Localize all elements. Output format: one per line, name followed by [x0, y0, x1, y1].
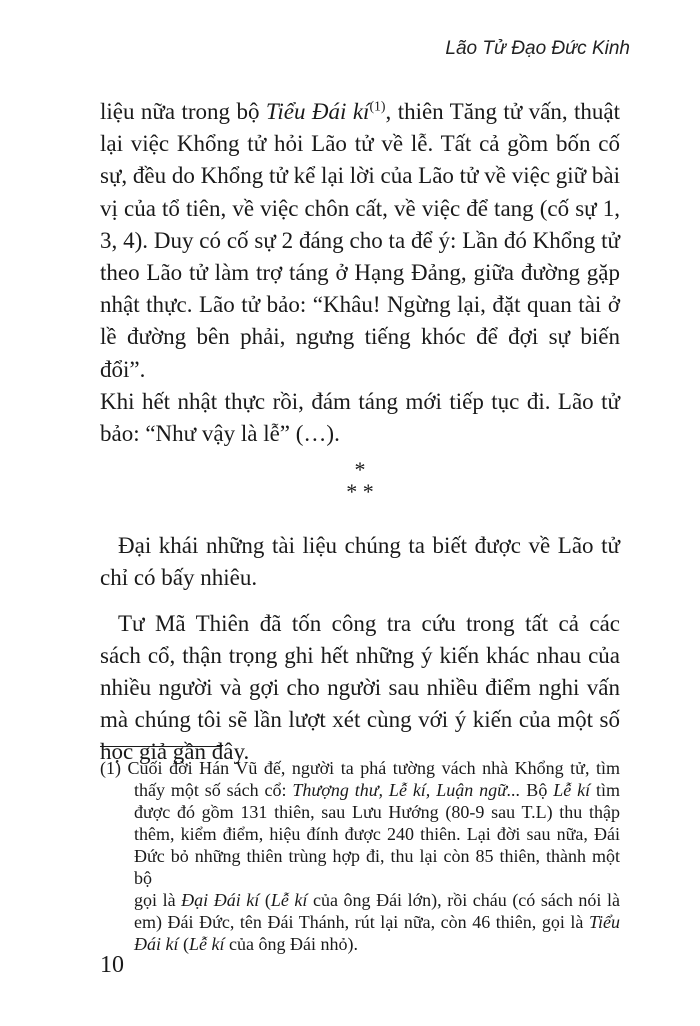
footnote-line [100, 889, 620, 911]
footnote-line [100, 933, 620, 955]
text-line: lề đường bên phải, ngưng tiếng khóc để đợi sự biến đổi”. [100, 324, 620, 382]
text-line: Đại khái những tài liệu chúng ta biết được về Lão tử [118, 533, 620, 559]
text-line: Khi hết nhật thực rồi, đám táng mới tiếp tục đi. Lão tử [100, 388, 620, 414]
footnote-line [100, 911, 620, 933]
book-title: Lễ kí [189, 934, 225, 954]
book-title: Tiểu Đái kí [265, 99, 370, 124]
text-line: sách cổ, thận trọng ghi hết những ý kiến khác nhau của [100, 642, 620, 668]
text-line: lại việc Khổng tử hỏi Lão tử về lễ. Tất cả gồm bốn cố [100, 131, 620, 157]
footnote-ref: (1) [369, 98, 386, 114]
footnote-line: được đó gồm 131 thiên, sau Lưu Hướng (80-9 sau T.L) thu thập [134, 802, 620, 822]
footnote-line [100, 779, 620, 801]
text-line: mà chúng tôi sẽ lần lượt xét cùng với ý kiến của một số [100, 707, 620, 733]
separator-star-bottom: * * [346, 479, 374, 505]
running-header-title: Lão Tử Đạo Đức Kinh [445, 38, 630, 59]
paragraph-1 [100, 96, 620, 450]
footnote-1 [100, 757, 620, 955]
page-number: 10 [100, 952, 124, 978]
text-run: ( [178, 934, 189, 954]
footnote-line: Đức bỏ những thiên trùng hợp đi, thu lại còn 85 thiên, thành một bộ [134, 846, 620, 888]
text-line [100, 96, 620, 128]
text-line: chỉ có bấy nhiêu. [100, 565, 258, 591]
text-line: theo Lão tử làm trợ táng ở Hạng Đảng, giữa đường gặp [100, 260, 620, 286]
footnote-divider [100, 746, 222, 747]
text-run: em) Đái Đức, tên Đái Thánh, rút lại nữa, còn 46 thiên, gọi là [134, 912, 589, 932]
paragraph-2 [100, 530, 620, 594]
text-line: vị của tổ tiên, về việc chôn cất, về việc để tang (cố sự 1, [100, 195, 620, 221]
text-line: sự, đều do Khổng tử kể lại lời của Lão tử về việc giữ bài [100, 163, 620, 189]
main-text [100, 96, 620, 769]
footnote-line: (1) Cuối đời Hán Vũ đế, người ta phá tường vách nhà Khổng tử, tìm [100, 758, 620, 778]
book-title: Đái kí [134, 934, 179, 954]
text-run: gọi là [134, 890, 182, 910]
book-title: Đại Đái kí [181, 890, 260, 910]
book-title: Lễ kí [553, 780, 591, 800]
text-run: tìm [590, 780, 620, 800]
text-run: thấy một số sách cổ: [134, 780, 293, 800]
text-run: , thiên Tăng tử vấn, thuật [385, 99, 620, 124]
text-line: bảo: “Như vậy là lễ” (…). [100, 421, 340, 447]
text-run: của ông Đái nhỏ). [224, 934, 358, 954]
book-title: Thượng thư, Lễ kí, Luận ngữ... [292, 780, 521, 800]
book-title: Lễ kí [270, 890, 308, 910]
text-line: 3, 4). Duy có cố sự 2 đáng cho ta để ý: Lần đó Khổng tử [100, 227, 620, 253]
footnote-line: thêm, kiểm điểm, hiệu đính được 240 thiên. Lại đời sau nữa, Đái [134, 824, 620, 844]
text-run: Bộ [520, 780, 554, 800]
book-title: Tiểu [588, 912, 620, 932]
text-run: liệu nữa trong bộ [100, 99, 266, 124]
text-line: học giả gần đây. [100, 739, 250, 765]
text-run: của ông Đái lớn), rồi cháu (có sách nói là [307, 890, 620, 910]
paragraph-3 [100, 608, 620, 769]
section-separator [100, 457, 620, 505]
text-line: nhiều người và gợi cho người sau nhiều điểm nghi vấn [100, 675, 620, 701]
separator-star-top: * [354, 457, 366, 483]
text-run: ( [259, 890, 271, 910]
text-line: nhật thực. Lão tử bảo: “Khâu! Ngừng lại, đặt quan tài ở [100, 292, 620, 318]
text-line: Tư Mã Thiên đã tốn công tra cứu trong tất cả các [118, 610, 620, 636]
